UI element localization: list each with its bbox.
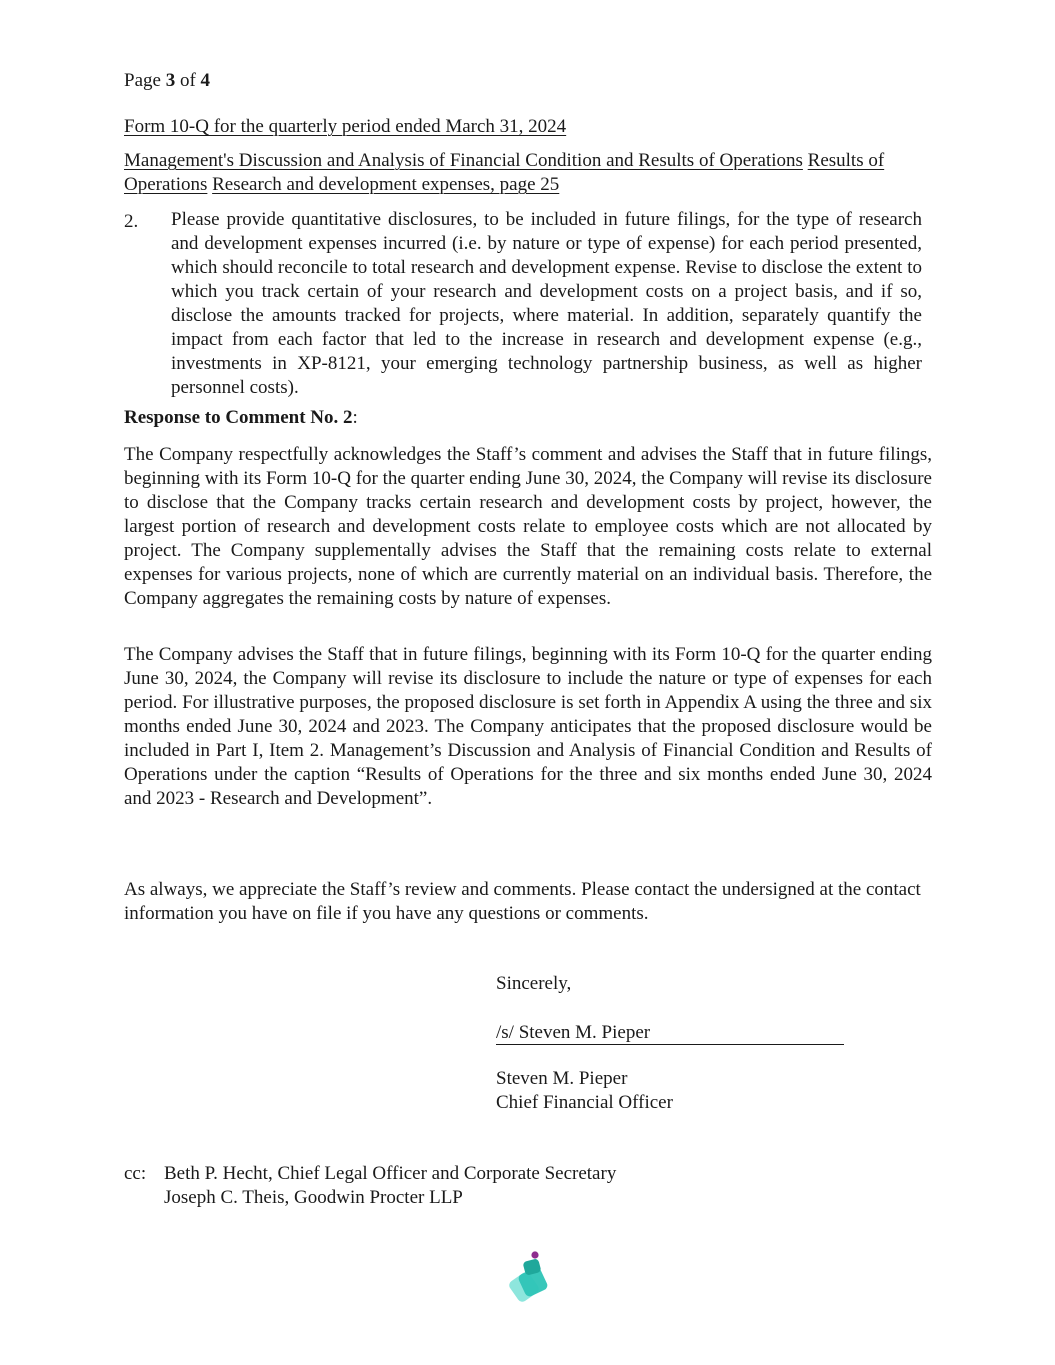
- cc-label: cc:: [124, 1163, 147, 1184]
- signer-title: Chief Financial Officer: [496, 1092, 673, 1113]
- page-label: Page: [124, 70, 161, 91]
- cc-recipient: Beth P. Hecht, Chief Legal Officer and Corporate Secretary: [164, 1163, 617, 1184]
- response-paragraph-2: The Company advises the Staff that in future filings, beginning with its Form 10-Q for the quarter ending June 30, 2024, the Company will revise its disclosure to include the nature or type of expenses for each period. For illustrative purposes, the proposed disclosure is set forth in Appendix A using the three and six months ended June 30, 2024 and 2023. The Company anticipates that the proposed disclosure would be included in Part I, Item 2. Management’s Discussion and Analysis of Financial Condition and Results of Operations under the caption “Results of Operations for the three and six months ended June 30, 2024 and 2023 - Research and Development”.: [124, 644, 932, 809]
- page-of: of: [179, 70, 196, 91]
- cc-line-1: [124, 1162, 617, 1186]
- closing-paragraph: As always, we appreciate the Staff’s review and comments. Please contact the undersigned at the contact information you have on file if you have any questions or comments.: [124, 879, 921, 924]
- response-heading: Response to Comment No. 2:: [124, 407, 358, 428]
- cc-recipient: Joseph C. Theis, Goodwin Procter LLP: [164, 1187, 463, 1208]
- comment-number: 2.: [124, 211, 139, 232]
- logo-dot: [531, 1251, 538, 1258]
- comment-text: Please provide quantitative disclosures, to be included in future filings, for the type of research and development expenses incurred (i.e. by nature or type of expense) for each period presented, which should reconcile to total research and development expense. Revise to disclose the extent to which you track certain of your research and development costs on a project basis, and if so, disclose the amounts tracked for projects, where material. In addition, separately quantify the impact from each factor that led to the increase in research and development expense (e.g., investments in XP-8121, your emerging technology partnership business, as well as higher personnel costs).: [171, 209, 922, 398]
- response-heading-text: Response to Comment No. 2: [124, 407, 353, 428]
- signature-line: /s/ Steven M. Pieper: [496, 1022, 844, 1045]
- salutation: Sincerely,: [496, 973, 572, 994]
- response-paragraph-1: The Company respectfully acknowledges the Staff’s comment and advises the Staff that in future filings, beginning with its Form 10-Q for the quarter ending June 30, 2024, the Company will revise its disclosure to disclose that the Company tracks certain research and development costs by project, however, the largest portion of research and development costs relate to employee costs which are not allocated by project. The Company supplementally advises the Staff that the remaining costs relate to external expenses for various projects, none of which are currently material on an individual basis. Therefore, the Company aggregates the remaining costs by nature of expenses.: [124, 444, 932, 609]
- page-number: [124, 69, 210, 93]
- section-heading-rnd: Research and development expenses, page 25: [212, 174, 560, 195]
- page-current: 3: [165, 70, 176, 91]
- section-heading-results: Results of Operations: [124, 150, 885, 195]
- signature: [496, 1021, 844, 1045]
- comment-item: [124, 208, 922, 400]
- section-heading-mdna: Management's Discussion and Analysis of Financial Condition and Results of Operations: [124, 150, 803, 171]
- page-total: 4: [200, 70, 211, 91]
- section-heading: [124, 149, 932, 197]
- company-logo-icon: [504, 1248, 554, 1308]
- signer-name: Steven M. Pieper: [496, 1068, 628, 1089]
- form-heading: Form 10-Q for the quarterly period ended March 31, 2024: [124, 116, 567, 137]
